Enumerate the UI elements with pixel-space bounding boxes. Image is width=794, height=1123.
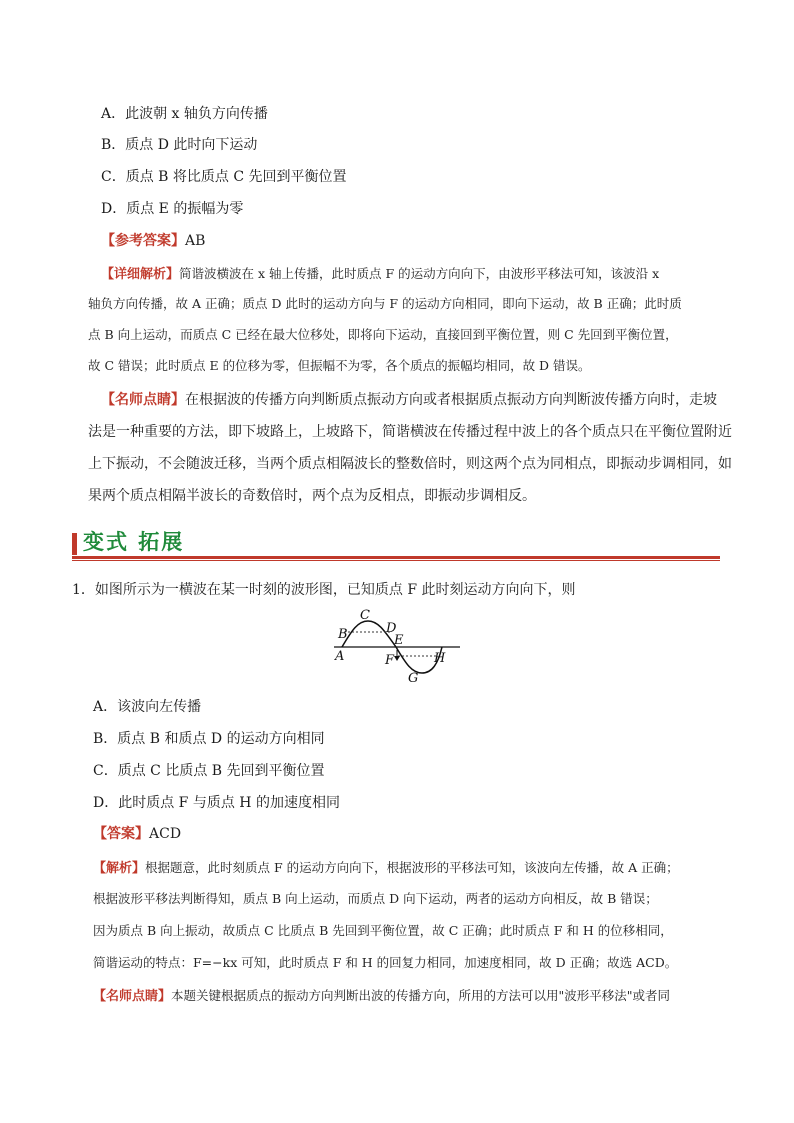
- answer2-tag: 【答案】: [93, 826, 149, 842]
- answer1-text: AB: [185, 233, 206, 249]
- q2-stem: 1．如图所示为一横波在某一时刻的波形图，已知质点 F 此时刻运动方向向下，则: [72, 582, 576, 598]
- q2-option-c: C．质点 C 比质点 B 先回到平衡位置: [93, 763, 325, 779]
- label-f: F: [385, 653, 395, 668]
- analysis2-line4: 简谐运动的特点：F=−kx 可知，此时质点 F 和 H 的回复力相同，加速度相同，故 D 正确；故选 ACD。: [93, 955, 678, 970]
- tip1-tag: 【名师点睛】: [101, 392, 185, 408]
- analysis1-line2: 轴负方向传播，故 A 正确；质点 D 此时的运动方向与 F 的运动方向相同，即向下运动，故 B 正确；此时质: [88, 296, 682, 311]
- analysis2-line3: 因为质点 B 向上振动，故质点 C 比质点 B 先回到平衡位置，故 C 正确；此时质点 F 和 H 的位移相同，: [93, 923, 673, 938]
- analysis2-tag: 【解析】: [93, 861, 146, 876]
- q2-option-d: D．此时质点 F 与质点 H 的加速度相同: [93, 795, 340, 811]
- label-a: A: [335, 649, 345, 664]
- tip2: [93, 985, 670, 1004]
- answer1: [101, 230, 205, 250]
- analysis2-line2: 根据波形平移法判断得知，质点 B 向上运动，而质点 D 向下运动，两者的运动方向相反，故 B 错误；: [93, 891, 658, 906]
- q2-option-b: B．质点 B 和质点 D 的运动方向相同: [93, 731, 325, 747]
- label-h: H: [434, 651, 446, 666]
- label-b: B: [338, 627, 348, 642]
- label-c: C: [360, 608, 370, 623]
- tip2-line1: 本题关键根据质点的振动方向判断出波的传播方向，所用的方法可以用"波形平移法"或者同: [171, 988, 671, 1003]
- label-d: D: [386, 621, 397, 636]
- analysis1-tag: 【详细解析】: [101, 267, 180, 282]
- label-g: G: [408, 671, 419, 686]
- q1-option-b: B．质点 D 此时向下运动: [101, 137, 258, 153]
- analysis1-line1: 简谐波横波在 x 轴上传播，此时质点 F 的运动方向向下，由波形平移法可知，该波沿 x: [179, 266, 660, 281]
- section-title: 变式 拓展: [83, 529, 185, 554]
- section-divider: [72, 556, 720, 559]
- section-marker: [72, 533, 77, 555]
- tip1-line4: 果两个质点相隔半波长的奇数倍时，两个点为反相点，即振动步调相反。: [88, 488, 536, 504]
- section-heading: [72, 526, 184, 556]
- q1-option-a: A．此波朝 x 轴负方向传播: [101, 106, 268, 122]
- q1-option-d: D．质点 E 的振幅为零: [101, 201, 244, 217]
- label-e: E: [394, 633, 404, 648]
- tip1-line2: 法是一种重要的方法，即下坡路上，上坡路下，简谐横波在传播过程中波上的各个质点只在平衡位置附近: [88, 424, 732, 440]
- section-divider-thin: [72, 560, 720, 561]
- q1-option-c: C．质点 B 将比质点 C 先回到平衡位置: [101, 169, 347, 185]
- answer1-tag: 【参考答案】: [101, 233, 185, 249]
- answer2: [93, 823, 181, 843]
- tip1-line3: 上下振动，不会随波迁移，当两个质点相隔波长的整数倍时，则这两个点为同相点，即振动步调相同，如: [88, 456, 732, 472]
- analysis2-line1: 根据题意，此时刻质点 F 的运动方向向下，根据波形的平移法可知，该波向左传播，故 A 正确；: [145, 860, 679, 875]
- analysis1-line3: 点 B 向上运动，而质点 C 已经在最大位移处，即将向下运动，直接回到平衡位置，则 C 先回到平衡位置，: [88, 327, 678, 342]
- tip2-tag: 【名师点睛】: [93, 989, 172, 1004]
- answer2-text: ACD: [149, 826, 182, 842]
- q2-option-a: A．该波向左传播: [93, 699, 202, 715]
- tip1-line1: 在根据波的传播方向判断质点振动方向或者根据质点振动方向判断波传播方向时，走坡: [185, 392, 717, 408]
- analysis1-line4: 故 C 错误；此时质点 E 的位移为零，但振幅不为零，各个质点的振幅均相同，故 D 错误。: [88, 358, 591, 373]
- wave-figure: [330, 606, 470, 686]
- figure-arrow-head: [394, 656, 400, 661]
